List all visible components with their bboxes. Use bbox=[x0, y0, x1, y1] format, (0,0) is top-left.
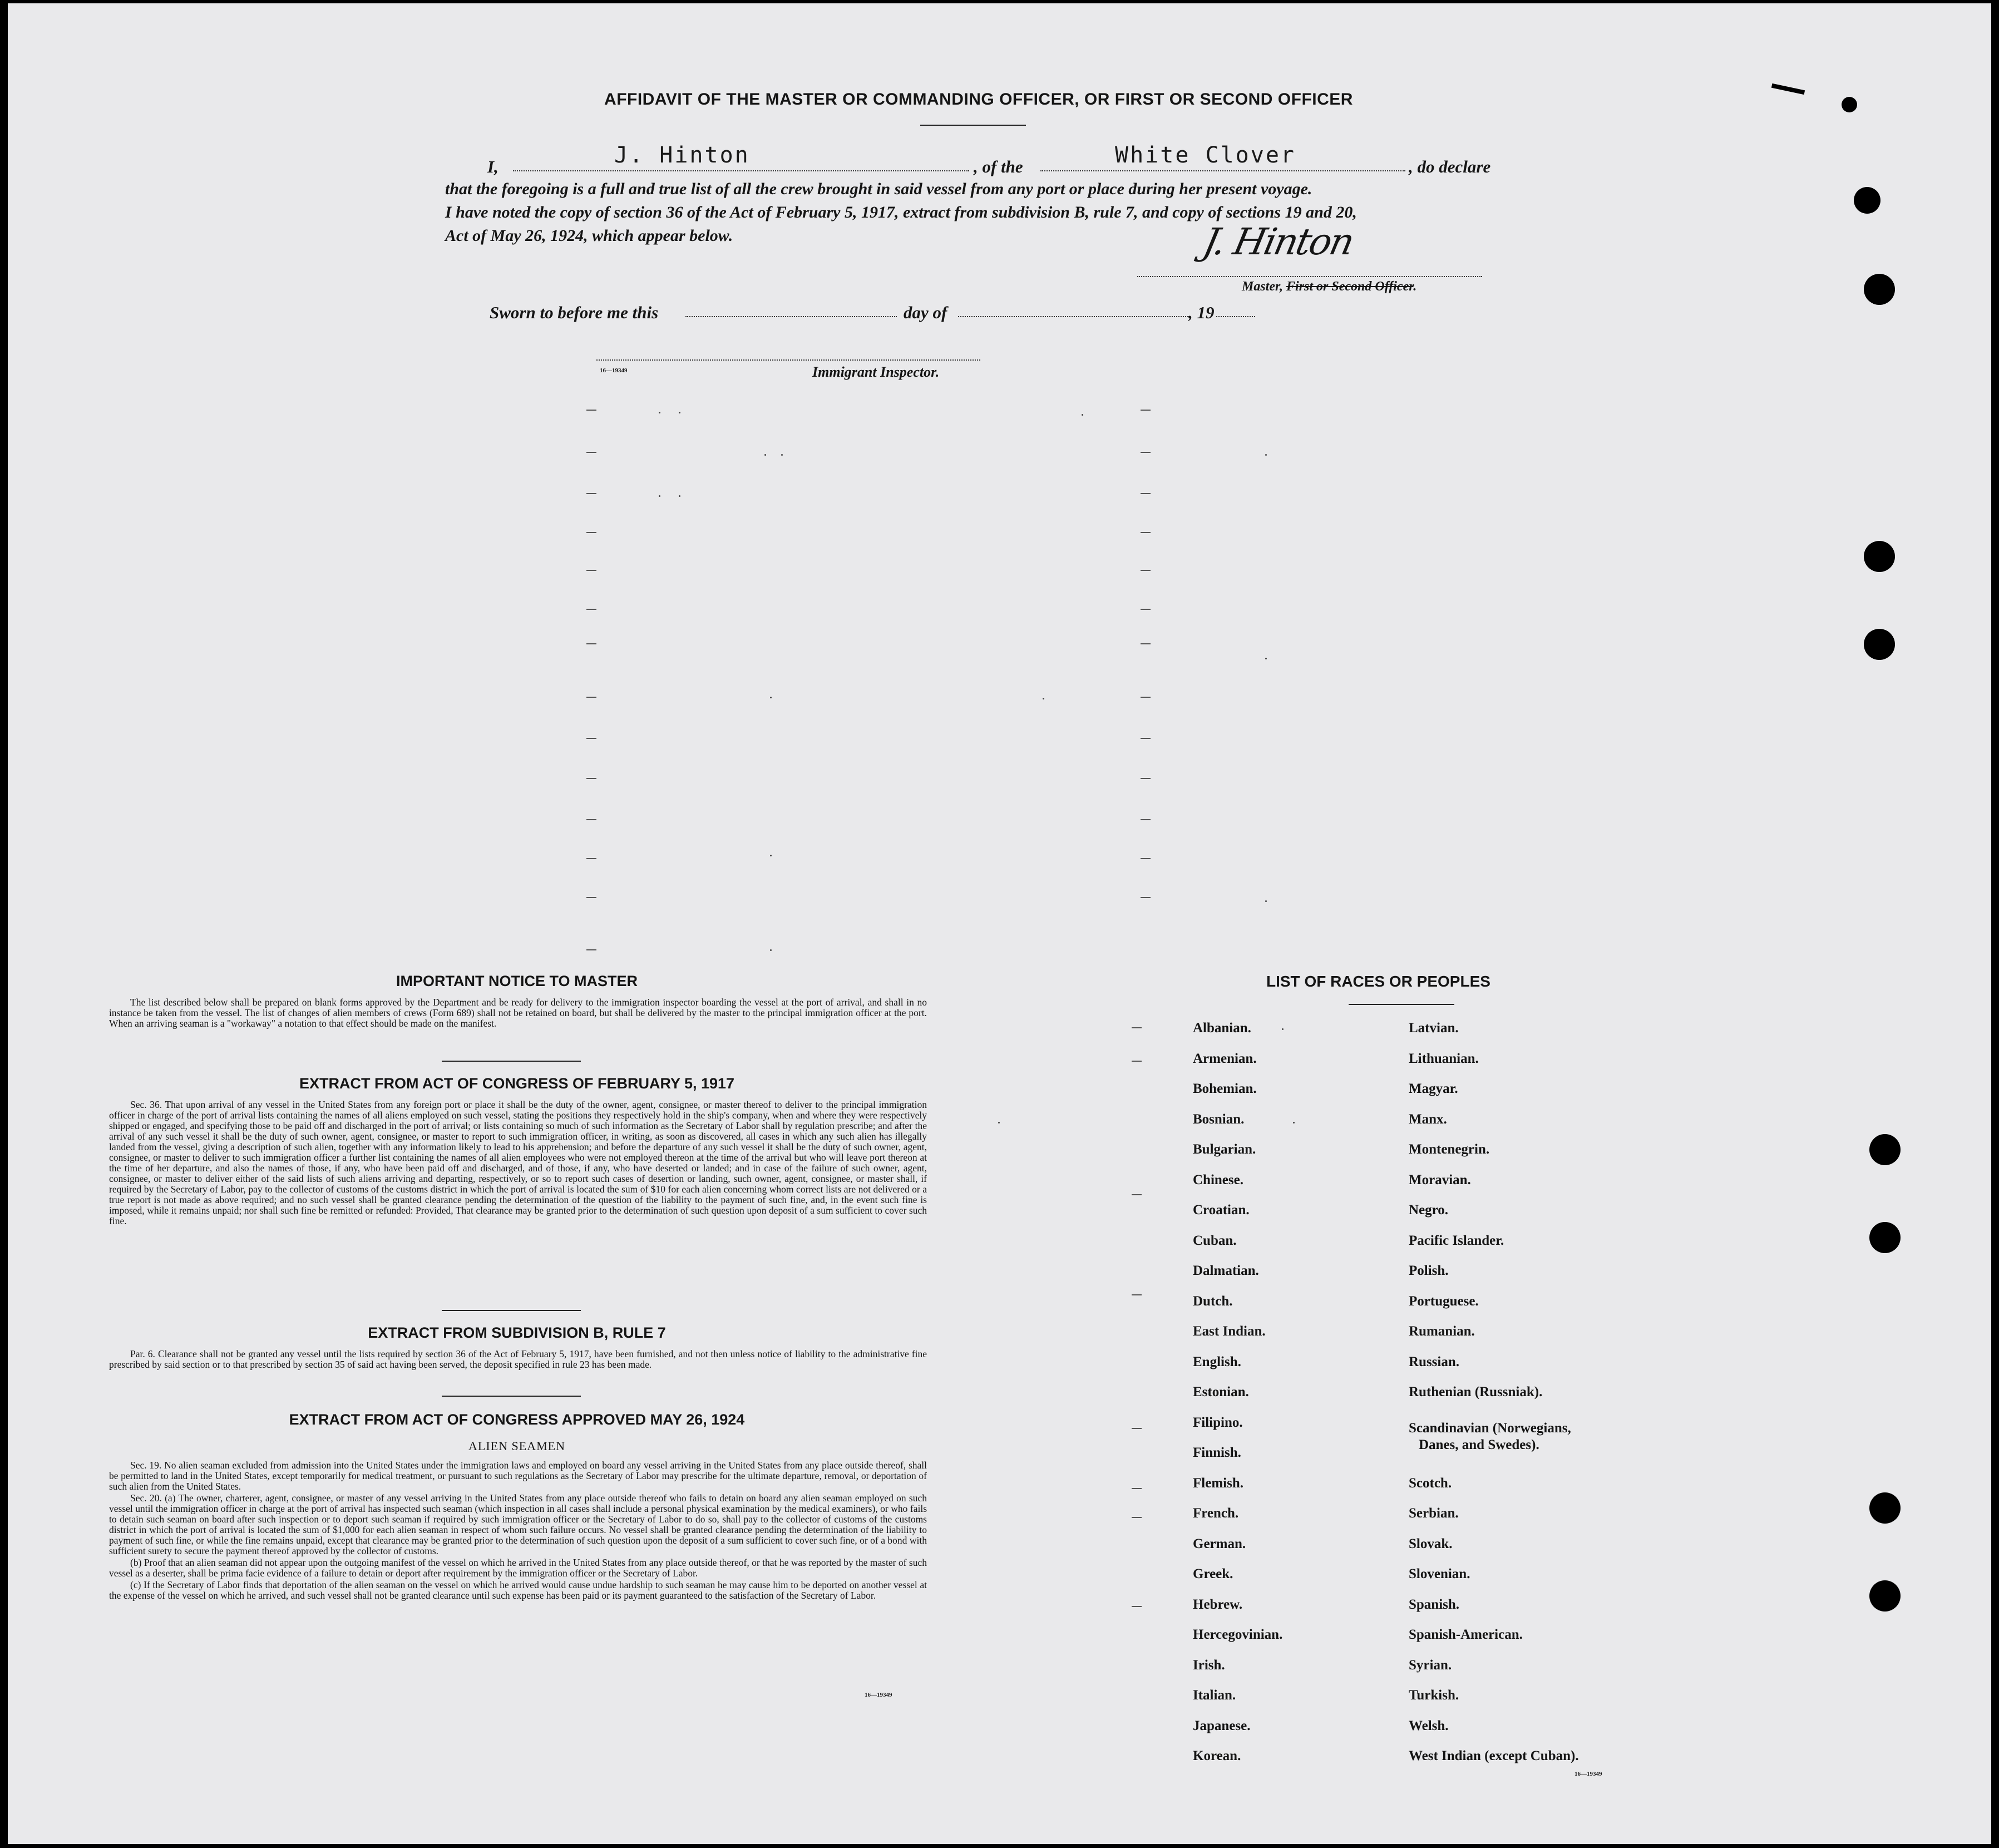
bleed-mark bbox=[586, 858, 596, 859]
race-item: Russian. bbox=[1409, 1354, 1460, 1369]
notice-text: The list described below shall be prepared on blank forms approved by the Department and be ready for delivery to the immigration inspector boarding the vessel at the port of arrival, and shall in no instance be taken from the vessel. The list of changes of alien members of crews (Form 689) shall not be retained on board, but shall be delivered by the master to the principal immigration officer at the port. When an arriving seaman is a "workaway" a notation to that effect should be made on the manifest. bbox=[109, 997, 927, 1029]
race-item: Irish. bbox=[1193, 1657, 1225, 1673]
sec-20c: (c) If the Secretary of Labor finds that deportation of the alien seaman on the vessel on which he arrived would cause undue hardship to such seaman he may cause him to be deported on another vessel at the expense of the vessel on which he arrived, and such vessel shall not be granted clearance until such expense has been paid or its payment guaranteed to the satisfaction of the Secretary of Labor. bbox=[109, 1579, 927, 1601]
do-declare-label: , do declare bbox=[1409, 157, 1491, 176]
race-item: Bulgarian. bbox=[1193, 1142, 1256, 1157]
bleed-dot bbox=[679, 495, 680, 497]
bleed-dot bbox=[764, 454, 766, 456]
race-item: Armenian. bbox=[1193, 1051, 1257, 1066]
race-item: Ruthenian (Russniak). bbox=[1409, 1384, 1543, 1399]
role-master: Master, bbox=[1242, 279, 1287, 294]
bleed-mark bbox=[1141, 493, 1151, 494]
bleed-mark bbox=[586, 532, 596, 533]
race-item: Flemish. bbox=[1193, 1475, 1243, 1491]
declaration-line-3: Act of May 26, 1924, which appear below. bbox=[445, 226, 733, 245]
race-item: Manx. bbox=[1409, 1111, 1447, 1127]
race-item: Portuguese. bbox=[1409, 1293, 1479, 1309]
signature-line bbox=[1137, 276, 1482, 277]
race-item: Greek. bbox=[1193, 1566, 1233, 1581]
race-item: Korean. bbox=[1193, 1748, 1241, 1763]
bleed-mark bbox=[1132, 1194, 1142, 1195]
race-item: Slovenian. bbox=[1409, 1566, 1470, 1581]
race-item: German. bbox=[1193, 1536, 1246, 1551]
bleed-mark bbox=[586, 493, 596, 494]
form-number-bottom: 16—19349 bbox=[865, 1692, 892, 1698]
bleed-mark bbox=[1141, 819, 1151, 820]
extract-1924-text bbox=[109, 1460, 927, 1602]
bleed-mark bbox=[586, 570, 596, 571]
bleed-mark bbox=[1141, 410, 1151, 411]
bleed-dot bbox=[659, 495, 660, 497]
role-struck: First or Second Officer bbox=[1286, 279, 1414, 294]
bleed-dot bbox=[1293, 1122, 1295, 1123]
divider-1 bbox=[442, 1061, 581, 1062]
document-page bbox=[8, 3, 1991, 1844]
bleed-dot bbox=[770, 697, 772, 698]
race-item: Negro. bbox=[1409, 1203, 1449, 1218]
bleed-mark bbox=[1141, 532, 1151, 533]
race-item: Rumanian. bbox=[1409, 1324, 1475, 1339]
bleed-mark bbox=[586, 778, 596, 779]
name-blank bbox=[513, 170, 969, 171]
race-item: Dalmatian. bbox=[1193, 1263, 1259, 1278]
race-item: Italian. bbox=[1193, 1688, 1236, 1703]
race-item: East Indian. bbox=[1193, 1324, 1266, 1339]
bleed-dot bbox=[770, 949, 772, 951]
race-item: Cuban. bbox=[1193, 1233, 1237, 1248]
race-item: Hebrew. bbox=[1193, 1596, 1243, 1612]
extract-1917-text: Sec. 36. That upon arrival of any vessel in the United States from any foreign port or place it shall be the duty of the owner, agent, consignee, or master thereof to deliver to the principal immigration officer in charge of the port of arrival lists containing the names of all aliens employed on such vessel, stating the positions they respectively hold in the ship's company, when and where they were respectively shipped or engaged, and specifying those to be paid off and discharged in the port of arrival; or lists containing so much of such information as the Secretary of Labor shall by regulation prescribe; and after the arrival of any such vessel it shall be the duty of such owner, agent, consignee, or master to report to such immigration officer, in writing, as soon as discovered, all cases in which any such alien has illegally landed from the vessel, giving a description of such alien, together with any information likely to lead to his apprehension; and before the departure of any such vessel it shall be the duty of such owner, agent, consignee, or master to deliver to such immigration officer a further list containing the names of all alien employees who were not employed thereon at the time of the arrival but who will leave port thereon at the time of her departure, and also the names of those, if any, who have been paid off and discharged, and of those, if any, who have deserted or landed; and in case of the failure of such owner, agent, consignee, or master to deliver either of the said lists of such aliens arriving and departing, respectively, or so to report such cases of desertion or landing, such owner, agent, consignee, or master shall, if required by the Secretary of Labor, pay to the collector of customs of the customs district in which the port of arrival is located the sum of $10 for each alien concerning whom correct lists are not delivered or a true report is not made as above required; and no such vessel shall be granted clearance pending the determination of the question of the liability to the payment of such fine, and, in the event such fine is imposed, while it remains unpaid; nor shall such fine be remitted or refunded: Provided, That clearance may be granted prior to the determination of such question upon deposit of a sum sufficient to cover such fine. bbox=[109, 1099, 927, 1226]
extract-1924-title: EXTRACT FROM ACT OF CONGRESS APPROVED MAY 26, 1924 bbox=[289, 1411, 745, 1428]
extract-rule7-title: EXTRACT FROM SUBDIVISION B, RULE 7 bbox=[368, 1324, 666, 1341]
punch-hole bbox=[1869, 1222, 1901, 1253]
bleed-mark bbox=[586, 609, 596, 610]
bleed-mark bbox=[1132, 1294, 1142, 1295]
role-end: . bbox=[1413, 279, 1417, 294]
bleed-mark bbox=[1132, 1428, 1142, 1429]
race-item: Welsh. bbox=[1409, 1718, 1449, 1733]
races-title: LIST OF RACES OR PEOPLES bbox=[1266, 973, 1490, 990]
vessel-handwritten: White Clover bbox=[1115, 142, 1296, 168]
day-of-label: day of bbox=[904, 303, 947, 322]
race-item: Spanish. bbox=[1409, 1596, 1460, 1612]
race-item: Finnish. bbox=[1193, 1445, 1241, 1460]
race-item: Moravian. bbox=[1409, 1172, 1471, 1187]
race-item: Croatian. bbox=[1193, 1203, 1250, 1218]
bleed-mark bbox=[586, 738, 596, 739]
sec-20b: (b) Proof that an alien seaman did not appear upon the outgoing manifest of the vessel on which he arrived in the United States from any place outside thereof, or that he was reported by the master of such vessel as a deserter, shall be prima facie evidence of a failure to detain or deport after requirement by the immigration officer or the Secretary of Labor. bbox=[109, 1557, 927, 1579]
bleed-mark bbox=[1132, 1061, 1142, 1062]
ink-blot bbox=[1842, 97, 1857, 112]
bleed-mark bbox=[1141, 778, 1151, 779]
race-item: Turkish. bbox=[1409, 1688, 1459, 1703]
race-item: Bosnian. bbox=[1193, 1111, 1245, 1127]
race-item: Syrian. bbox=[1409, 1657, 1452, 1673]
sec-19: Sec. 19. No alien seaman excluded from admission into the United States under the immigration laws and employed on board any vessel arriving in the United States from any place outside thereof, shall be permitted to land in the United States, except temporarily for medical treatment, or pursuant to such regulations as the Secretary of Labor may prescribe for the ultimate departure, removal, or deportation of such alien from the United States. bbox=[109, 1460, 927, 1492]
race-item: Polish. bbox=[1409, 1263, 1449, 1278]
bleed-mark bbox=[1141, 858, 1151, 859]
inspector-label: Immigrant Inspector. bbox=[812, 364, 940, 380]
race-item: English. bbox=[1193, 1354, 1241, 1369]
bleed-dot bbox=[1265, 900, 1267, 902]
bleed-mark bbox=[1141, 609, 1151, 610]
race-item: Bohemian. bbox=[1193, 1081, 1257, 1096]
race-item: Pacific Islander. bbox=[1409, 1233, 1504, 1248]
race-item: Slovak. bbox=[1409, 1536, 1453, 1551]
title-divider bbox=[920, 125, 1026, 126]
bleed-mark bbox=[586, 452, 596, 453]
race-item: Danes, and Swedes). bbox=[1419, 1437, 1539, 1453]
form-number-top: 16—19349 bbox=[600, 367, 628, 374]
divider-3 bbox=[442, 1396, 581, 1397]
bleed-mark bbox=[586, 949, 596, 950]
race-item: Japanese. bbox=[1193, 1718, 1251, 1733]
punch-hole-partial bbox=[1854, 187, 1880, 214]
race-item: Albanian. bbox=[1193, 1021, 1251, 1036]
bleed-mark bbox=[586, 697, 596, 698]
bleed-dot bbox=[679, 412, 680, 413]
bleed-mark bbox=[586, 410, 596, 411]
inspector-signature-line bbox=[596, 359, 980, 361]
bleed-mark bbox=[586, 897, 596, 898]
signature-role bbox=[1242, 279, 1416, 294]
race-item: Serbian. bbox=[1409, 1506, 1459, 1521]
bleed-mark bbox=[586, 643, 596, 644]
race-item: Spanish-American. bbox=[1409, 1627, 1523, 1642]
master-signature: J. Hinton bbox=[1199, 220, 1357, 263]
bleed-mark bbox=[1132, 1517, 1142, 1518]
sworn-month-blank bbox=[958, 316, 1188, 317]
bleed-mark bbox=[1141, 897, 1151, 898]
bleed-dot bbox=[781, 454, 783, 456]
bleed-mark bbox=[1141, 570, 1151, 571]
punch-hole bbox=[1864, 629, 1895, 660]
bleed-dot bbox=[1082, 414, 1083, 416]
punch-hole bbox=[1864, 541, 1895, 572]
bleed-mark bbox=[1141, 738, 1151, 739]
sworn-day-blank bbox=[685, 316, 897, 317]
sec-20a: Sec. 20. (a) The owner, charterer, agent, consignee, or master of any vessel arriving in the United States from any place outside thereof who fails to detain on board any alien seaman employed on such vessel until the immigration officer in charge at the port of arrival has inspected such seaman (which inspection in all cases shall include a personal physical examination by the medical examiners), or who fails to detain such seaman on board after such inspection or to deport such seaman if required by such immigration officer or the Secretary of Labor to do so, shall pay to the collector of customs of the customs district in which the port of arrival is located the sum of $1,000 for each alien seaman in respect of whom such failure occurs. No vessel shall be granted clearance pending the determination of the liability to payment of such fine, or while the fine remains unpaid, except that clearance may be granted prior to the determination of such question upon the deposit of a sum sufficient to cover such fine, or of a bond with sufficient surety to secure the payment thereof approved by the collector of customs. bbox=[109, 1492, 927, 1556]
declaration-line-2: I have noted the copy of section 36 of the Act of February 5, 1917, extract from subdivision B, rule 7, and copy of sections 19 and 20, bbox=[445, 203, 1357, 221]
bleed-dot bbox=[998, 1122, 1000, 1123]
race-item: Montenegrin. bbox=[1409, 1142, 1490, 1157]
bleed-dot bbox=[1282, 1028, 1284, 1030]
punch-hole bbox=[1869, 1134, 1901, 1165]
bleed-dot bbox=[659, 412, 660, 413]
sworn-year-blank bbox=[1216, 316, 1255, 317]
bleed-mark bbox=[1141, 697, 1151, 698]
bleed-mark bbox=[1132, 1606, 1142, 1607]
race-item: Dutch. bbox=[1193, 1293, 1233, 1309]
race-item: Latvian. bbox=[1409, 1021, 1459, 1036]
race-item: Chinese. bbox=[1193, 1172, 1243, 1187]
punch-hole bbox=[1869, 1580, 1901, 1612]
race-item: Hercegovinian. bbox=[1193, 1627, 1283, 1642]
alien-seamen-subtitle: ALIEN SEAMEN bbox=[468, 1439, 565, 1453]
race-item: West Indian (except Cuban). bbox=[1409, 1748, 1579, 1763]
vessel-blank bbox=[1040, 170, 1405, 171]
bleed-dot bbox=[770, 855, 772, 856]
race-item: Scotch. bbox=[1409, 1475, 1452, 1491]
race-item: Scandinavian (Norwegians, bbox=[1409, 1421, 1571, 1436]
bleed-mark bbox=[1132, 1488, 1142, 1489]
race-item: Lithuanian. bbox=[1409, 1051, 1479, 1066]
races-divider bbox=[1349, 1004, 1454, 1005]
notice-title: IMPORTANT NOTICE TO MASTER bbox=[396, 973, 638, 989]
race-item: Estonian. bbox=[1193, 1384, 1249, 1399]
bleed-mark bbox=[586, 819, 596, 820]
i-label: I, bbox=[487, 157, 498, 176]
bleed-mark bbox=[1141, 452, 1151, 453]
extract-1917-title: EXTRACT FROM ACT OF CONGRESS OF FEBRUARY 5, 1917 bbox=[299, 1075, 735, 1092]
sworn-label: Sworn to before me this bbox=[490, 303, 659, 322]
race-item: Magyar. bbox=[1409, 1081, 1458, 1096]
extract-rule7-text: Par. 6. Clearance shall not be granted any vessel until the lists required by section 36 of the Act of February 5, 1917, have been furnished, and not then unless notice of liability to the administrative fine prescribed by said section or to that prescribed by section 35 of said act having been served, the deposit specified in rule 23 has been made. bbox=[109, 1348, 927, 1370]
year-prefix: , 19 bbox=[1188, 303, 1215, 322]
punch-hole bbox=[1869, 1492, 1901, 1524]
of-the-label: , of the bbox=[974, 157, 1023, 176]
divider-2 bbox=[442, 1310, 581, 1311]
form-number-races: 16—19349 bbox=[1574, 1771, 1602, 1777]
name-handwritten: J. Hinton bbox=[614, 142, 750, 168]
bleed-dot bbox=[1265, 454, 1267, 456]
race-item: French. bbox=[1193, 1506, 1239, 1521]
bleed-mark bbox=[1132, 1027, 1142, 1028]
affidavit-title: AFFIDAVIT OF THE MASTER OR COMMANDING OFFICER, OR FIRST OR SECOND OFFICER bbox=[604, 90, 1353, 109]
bleed-dot bbox=[1043, 698, 1044, 699]
race-item: Filipino. bbox=[1193, 1415, 1243, 1430]
bleed-dot bbox=[1265, 658, 1267, 659]
declaration-line-1: that the foregoing is a full and true list of all the crew brought in said vessel from any port or place during her present voyage. bbox=[445, 180, 1312, 198]
bleed-mark bbox=[1141, 643, 1151, 644]
punch-hole bbox=[1864, 274, 1895, 305]
